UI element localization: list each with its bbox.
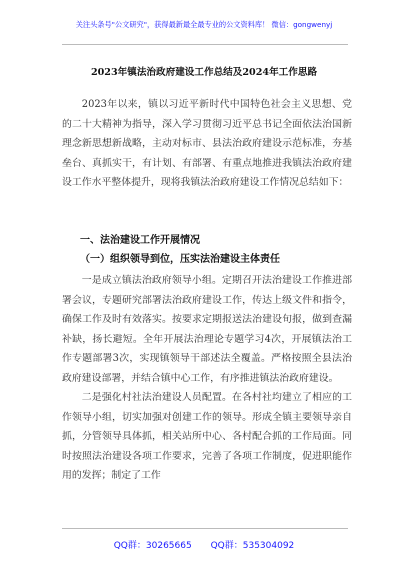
subsection-heading: （一）组织领导到位，压实法治建设主体责任 xyxy=(80,254,280,265)
intro-paragraph: 2023年以来，镇以习近平新时代中国特色社会主义思想、党的二十大精神为指导，深入学习贯彻习近平总书记全面依法治国新理念新思想新战略，主动对标市、县法治政府建设示范标准，夯基垒台、真抓实干，有计划、有部署、有重点地推进我镇法治政府建设工作水平整体提升，现将我镇法治政府建设工作情况总结如下： xyxy=(62,99,352,188)
section-heading: 一、法治建设工作开展情况 xyxy=(80,235,200,246)
footer-qq-group-1: QQ群：30265665 xyxy=(113,541,192,551)
header-banner: 关注头条号"公文研究"，获得最新最全最专业的公文资料库！ 微信：gongwenyj xyxy=(75,20,333,29)
body-block xyxy=(62,271,352,486)
footer-qq-group-2: QQ群：535304092 xyxy=(210,541,295,551)
footer-contact xyxy=(0,538,408,551)
body-paragraph-1: 一是成立镇法治政府领导小组。定期召开法治建设工作推进部署会议，专题研究部署法治政府建设工作，传达上级文件和指令，确保工作及时有效落实。按要求定期报送法治建设旬报，做到查漏补缺，扬长避短。全年开展法治理论专题学习4次，开展镇法治工作专题部署3次，实现镇领导干部述法全覆盖。严格按照全县法治政府建设部署，并结合镇中心工作，有序推进镇法治政府建设。 xyxy=(62,275,352,384)
body-paragraph-2: 二是强化村社法治建设人员配置。在各村社均建立了相应的工作领导小组，切实加强对创建工作的领导。形成全镇主要领导亲自抓，分管领导具体抓，相关站所中心、各村配合抓的工作局面。同时按照法治建设各项工作要求，完善了各项工作制度，促进职能作用的发挥；制定了工作 xyxy=(62,392,352,481)
footer-divider xyxy=(62,528,348,529)
document-title: 2023年镇法治政府建设工作总结及2024年工作思路 xyxy=(90,67,318,78)
header-divider xyxy=(62,44,348,45)
intro-block xyxy=(62,95,352,193)
